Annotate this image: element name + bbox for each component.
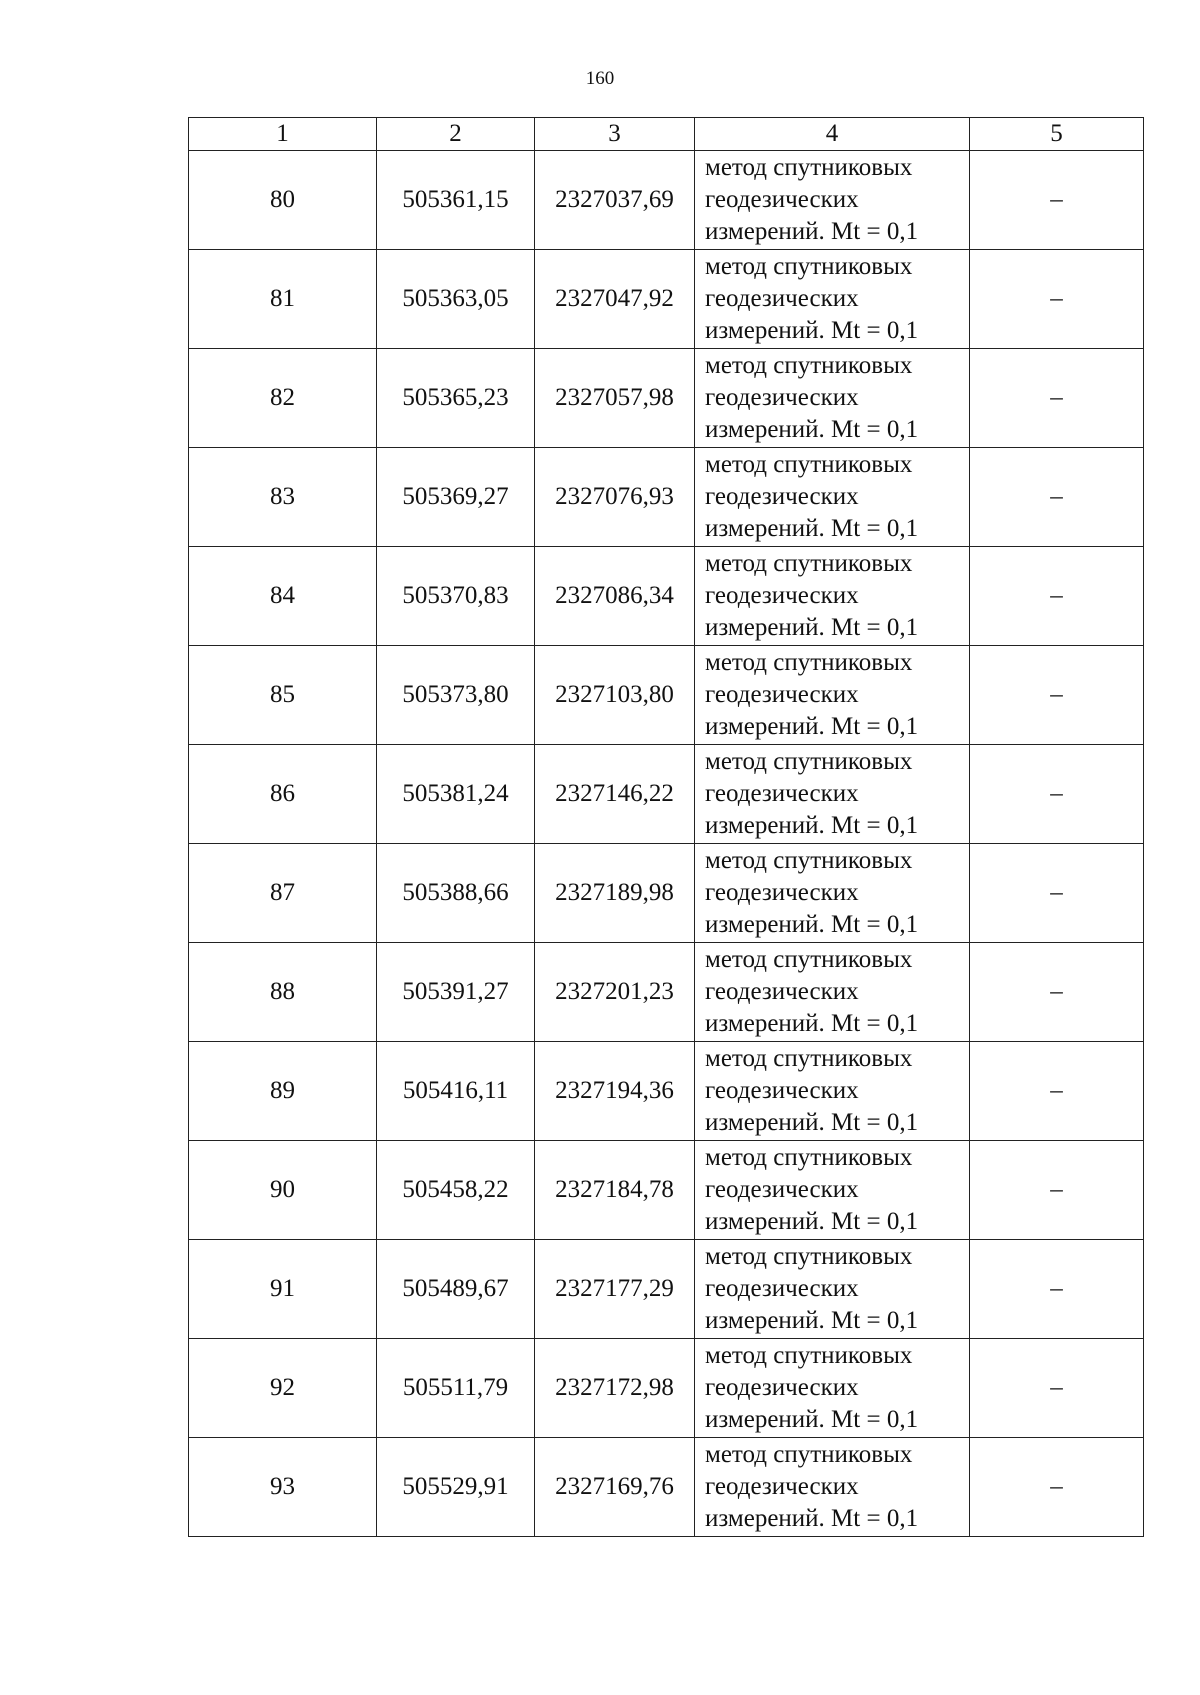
method-description-line: метод спутниковых [705, 352, 913, 379]
coordinate-y-cell: 2327146,22 [535, 745, 695, 844]
method-description-line: геодезических [705, 780, 859, 807]
coordinate-y-cell: 2327103,80 [535, 646, 695, 745]
method-description-line: геодезических [705, 978, 859, 1005]
point-number-cell: 80 [189, 151, 377, 250]
table-row [189, 1042, 1144, 1141]
point-number-cell: 93 [189, 1438, 377, 1537]
note-cell: – [970, 1141, 1144, 1240]
header-cell-1: 1 [189, 118, 377, 151]
table-row [189, 1438, 1144, 1537]
method-description-line: геодезических [705, 384, 859, 411]
note-cell: – [970, 1438, 1144, 1537]
point-number-cell: 82 [189, 349, 377, 448]
method-description-cell [695, 1240, 970, 1339]
page-number: 160 [585, 68, 615, 89]
coordinate-y-cell: 2327172,98 [535, 1339, 695, 1438]
note-cell: – [970, 151, 1144, 250]
method-description-line: метод спутниковых [705, 1342, 913, 1369]
point-number-cell: 92 [189, 1339, 377, 1438]
method-description-line: метод спутниковых [705, 1045, 913, 1072]
coordinates-table-container [188, 117, 1143, 1537]
method-description-line: геодезических [705, 879, 859, 906]
coordinates-table [188, 117, 1144, 1537]
coordinate-x-cell: 505458,22 [377, 1141, 535, 1240]
table-row [189, 1339, 1144, 1438]
method-description-line: измерений. Mt = 0,1 [705, 317, 919, 344]
method-description-line: измерений. Mt = 0,1 [705, 1109, 919, 1136]
coordinate-x-cell: 505363,05 [377, 250, 535, 349]
method-description-line: метод спутниковых [705, 253, 913, 280]
table-row [189, 745, 1144, 844]
method-description-line: измерений. Mt = 0,1 [705, 218, 919, 245]
coordinate-y-cell: 2327194,36 [535, 1042, 695, 1141]
table-row [189, 151, 1144, 250]
table-body [189, 151, 1144, 1537]
method-description-cell [695, 646, 970, 745]
coordinate-x-cell: 505369,27 [377, 448, 535, 547]
method-description-line: геодезических [705, 1275, 859, 1302]
coordinate-x-cell: 505361,15 [377, 151, 535, 250]
coordinate-x-cell: 505511,79 [377, 1339, 535, 1438]
point-number-cell: 87 [189, 844, 377, 943]
coordinate-y-cell: 2327201,23 [535, 943, 695, 1042]
point-number-cell: 90 [189, 1141, 377, 1240]
method-description-line: измерений. Mt = 0,1 [705, 416, 919, 443]
coordinate-y-cell: 2327184,78 [535, 1141, 695, 1240]
coordinate-x-cell: 505373,80 [377, 646, 535, 745]
coordinate-x-cell: 505391,27 [377, 943, 535, 1042]
method-description-cell [695, 1438, 970, 1537]
note-cell: – [970, 844, 1144, 943]
coordinate-x-cell: 505416,11 [377, 1042, 535, 1141]
note-cell: – [970, 943, 1144, 1042]
method-description-cell [695, 250, 970, 349]
method-description-line: геодезических [705, 186, 859, 213]
method-description-line: измерений. Mt = 0,1 [705, 614, 919, 641]
method-description-cell [695, 547, 970, 646]
table-row [189, 448, 1144, 547]
method-description-line: геодезических [705, 285, 859, 312]
coordinate-x-cell: 505388,66 [377, 844, 535, 943]
method-description-line: измерений. Mt = 0,1 [705, 515, 919, 542]
table-row [189, 943, 1144, 1042]
point-number-cell: 81 [189, 250, 377, 349]
coordinate-y-cell: 2327057,98 [535, 349, 695, 448]
table-row [189, 250, 1144, 349]
method-description-line: измерений. Mt = 0,1 [705, 1505, 919, 1532]
method-description-cell [695, 1141, 970, 1240]
coordinate-y-cell: 2327169,76 [535, 1438, 695, 1537]
method-description-line: метод спутниковых [705, 946, 913, 973]
table-row [189, 547, 1144, 646]
method-description-line: измерений. Mt = 0,1 [705, 1010, 919, 1037]
table-row [189, 646, 1144, 745]
method-description-line: измерений. Mt = 0,1 [705, 1307, 919, 1334]
coordinate-y-cell: 2327076,93 [535, 448, 695, 547]
table-row [189, 844, 1144, 943]
header-cell-4: 4 [695, 118, 970, 151]
method-description-line: геодезических [705, 1176, 859, 1203]
note-cell: – [970, 1240, 1144, 1339]
method-description-cell [695, 1339, 970, 1438]
table-row [189, 1141, 1144, 1240]
method-description-line: геодезических [705, 1473, 859, 1500]
note-cell: – [970, 250, 1144, 349]
note-cell: – [970, 349, 1144, 448]
point-number-cell: 88 [189, 943, 377, 1042]
method-description-line: геодезических [705, 1077, 859, 1104]
method-description-cell [695, 151, 970, 250]
method-description-cell [695, 448, 970, 547]
coordinate-y-cell: 2327189,98 [535, 844, 695, 943]
point-number-cell: 89 [189, 1042, 377, 1141]
coordinate-x-cell: 505529,91 [377, 1438, 535, 1537]
table-row [189, 1240, 1144, 1339]
method-description-line: геодезических [705, 483, 859, 510]
method-description-cell [695, 349, 970, 448]
method-description-line: метод спутниковых [705, 451, 913, 478]
note-cell: – [970, 547, 1144, 646]
method-description-line: измерений. Mt = 0,1 [705, 812, 919, 839]
method-description-cell [695, 1042, 970, 1141]
method-description-line: измерений. Mt = 0,1 [705, 911, 919, 938]
point-number-cell: 84 [189, 547, 377, 646]
method-description-line: геодезических [705, 582, 859, 609]
method-description-line: метод спутниковых [705, 550, 913, 577]
coordinate-y-cell: 2327037,69 [535, 151, 695, 250]
method-description-line: геодезических [705, 681, 859, 708]
note-cell: – [970, 1042, 1144, 1141]
method-description-line: метод спутниковых [705, 748, 913, 775]
table-row [189, 349, 1144, 448]
method-description-line: геодезических [705, 1374, 859, 1401]
table-header [189, 118, 1144, 151]
coordinate-x-cell: 505489,67 [377, 1240, 535, 1339]
header-cell-5: 5 [970, 118, 1144, 151]
header-cell-3: 3 [535, 118, 695, 151]
method-description-line: метод спутниковых [705, 1441, 913, 1468]
header-cell-2: 2 [377, 118, 535, 151]
method-description-cell [695, 745, 970, 844]
point-number-cell: 91 [189, 1240, 377, 1339]
method-description-line: измерений. Mt = 0,1 [705, 1406, 919, 1433]
header-row [189, 118, 1144, 151]
method-description-line: метод спутниковых [705, 1243, 913, 1270]
method-description-line: метод спутниковых [705, 154, 913, 181]
point-number-cell: 86 [189, 745, 377, 844]
coordinate-y-cell: 2327047,92 [535, 250, 695, 349]
method-description-line: метод спутниковых [705, 847, 913, 874]
method-description-cell [695, 943, 970, 1042]
method-description-line: измерений. Mt = 0,1 [705, 713, 919, 740]
coordinate-x-cell: 505365,23 [377, 349, 535, 448]
method-description-line: метод спутниковых [705, 649, 913, 676]
note-cell: – [970, 448, 1144, 547]
coordinate-y-cell: 2327177,29 [535, 1240, 695, 1339]
point-number-cell: 83 [189, 448, 377, 547]
coordinate-y-cell: 2327086,34 [535, 547, 695, 646]
note-cell: – [970, 1339, 1144, 1438]
method-description-line: метод спутниковых [705, 1144, 913, 1171]
coordinate-x-cell: 505370,83 [377, 547, 535, 646]
point-number-cell: 85 [189, 646, 377, 745]
coordinate-x-cell: 505381,24 [377, 745, 535, 844]
note-cell: – [970, 646, 1144, 745]
method-description-cell [695, 844, 970, 943]
note-cell: – [970, 745, 1144, 844]
method-description-line: измерений. Mt = 0,1 [705, 1208, 919, 1235]
